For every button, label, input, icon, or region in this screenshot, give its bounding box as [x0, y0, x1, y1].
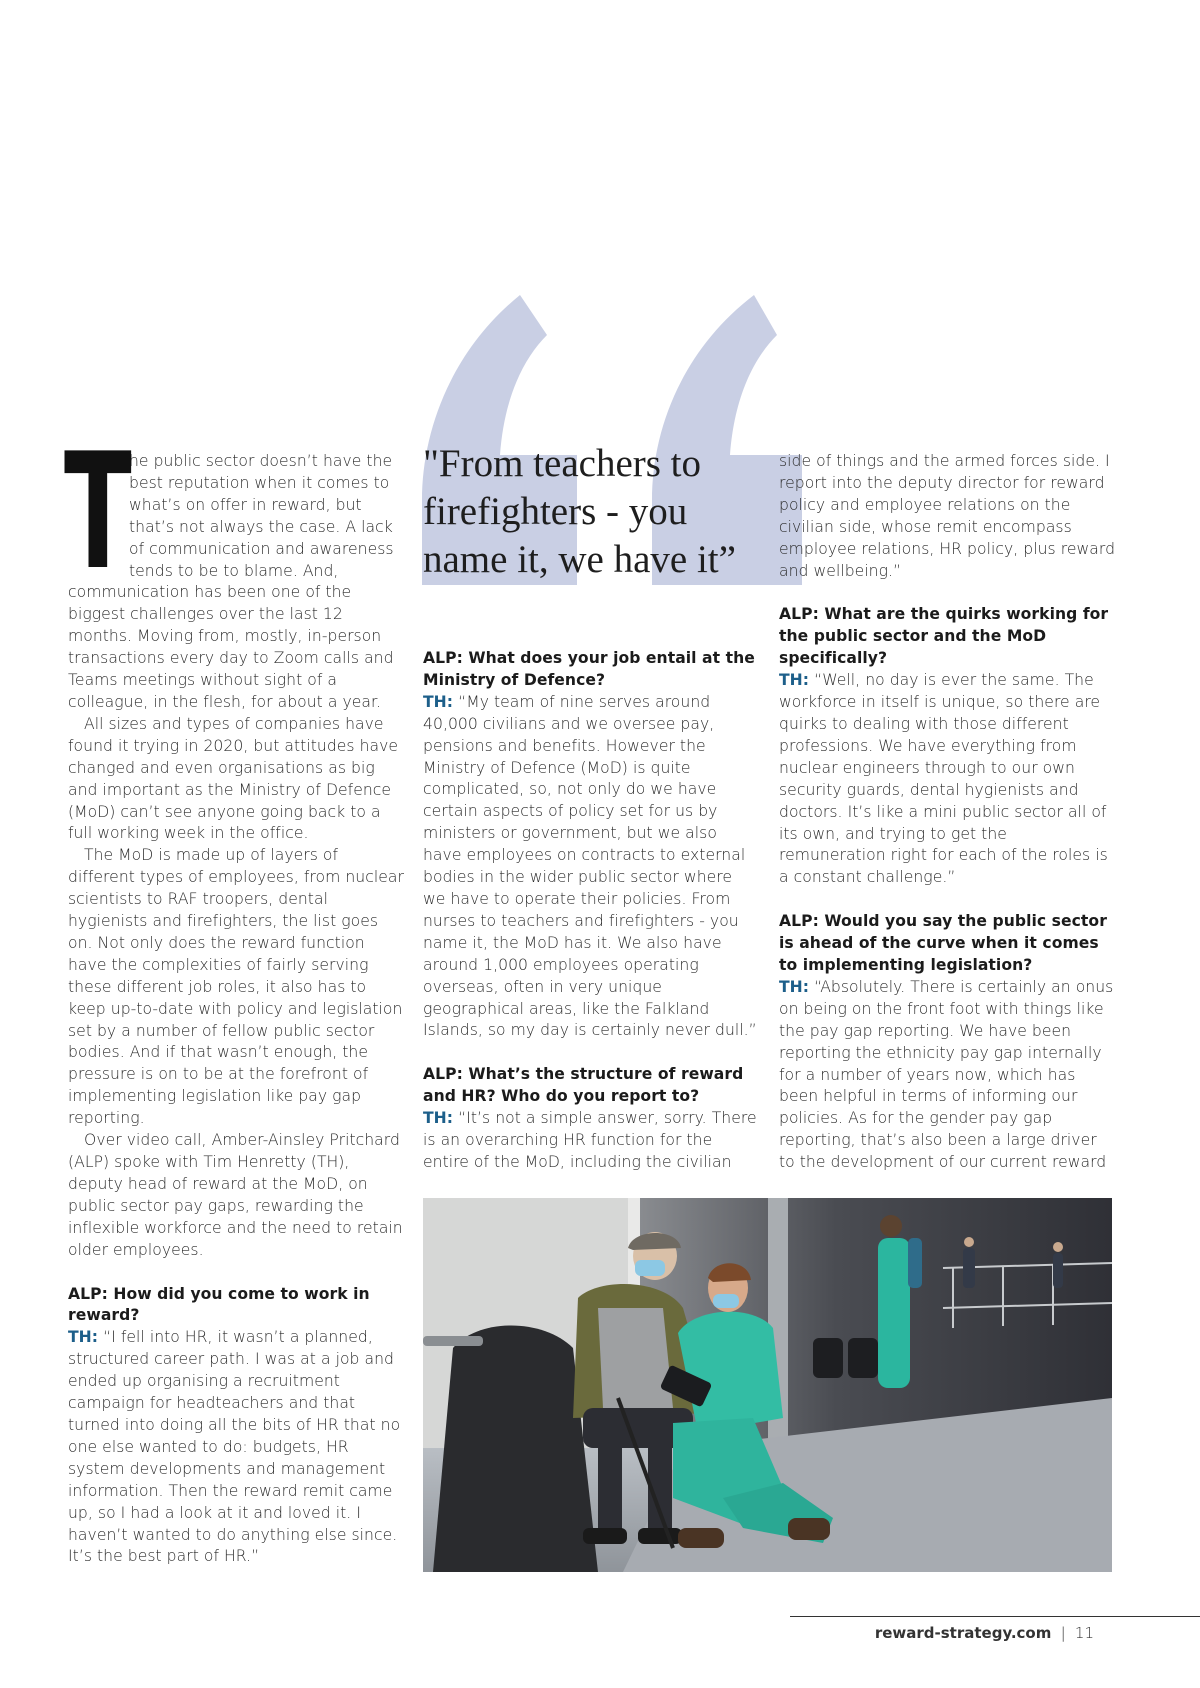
- article-column-1: [64, 418, 405, 1568]
- interview-question: ALP: What’s the structure of reward and HR? Who do you report to?: [423, 1065, 744, 1106]
- body-paragraph: All sizes and types of companies have found it trying in 2020, but attitudes have changed and even organisations as big and important as the Ministry of Defence (MoD) can’t see anyone going back to a full working week in the office.: [68, 714, 399, 843]
- page-number: 11: [1074, 1624, 1094, 1642]
- body-paragraph: The MoD is made up of layers of different types of employees, from nuclear scientists to RAF troopers, dental hygienists and firefighters, the list goes on. Not only does the reward function have the complexities of fairly serving these different job roles, it also has to keep up-to-date with policy and legislation set by a number of fellow public sector bodies. And if that wasn’t enough, the pressure is on to be at the forefront of implementing legislation like pay gap reporting.: [68, 846, 404, 1128]
- speaker-label: TH:: [779, 671, 810, 690]
- article-column-3: [779, 451, 1117, 1174]
- interview-question: ALP: How did you come to work in reward?: [68, 1284, 370, 1325]
- page-footer: [875, 1624, 1094, 1642]
- intro-paragraph: [64, 418, 405, 714]
- answer-text: “My team of nine serves around 40,000 civilians and we oversee pay, pensions and benefits. However the Ministry of Defence (MoD) is quite complicated, so, not only do we have certain aspects of policy set for us by ministers or government, but we also have employees on contracts to external bodies in the wider public sector where we have to operate their policies. From nurses to teachers and firefighters - you name it, the MoD has it. We also have around 1,000 employees operating overseas, often in very unique geographical areas, like the Falkland Islands, so my day is certainly never dull.”: [423, 692, 757, 1040]
- answer-text: “It’s not a simple answer, sorry. There is an overarching HR function for the entire of the MoD, including the civilian: [423, 1109, 757, 1171]
- answer-text: “Well, no day is ever the same. The workforce in itself is unique, so there are quirks to dealing with those different professions. We have everything from nuclear engineers through to our own security guards, dental hygienists and doctors. It’s like a mini public sector all of its own, and trying to get the remuneration right for each of the roles is a constant challenge.”: [779, 671, 1108, 887]
- interview-answer: [423, 692, 759, 1043]
- interview-answer: [68, 1327, 405, 1568]
- body-paragraph: Over video call, Amber-Ainsley Pritchard (ALP) spoke with Tim Henretty (TH), deputy head of reward at the MoD, on public sector pay gaps, rewarding the inflexible workforce and the need to retain older employees.: [68, 1131, 403, 1259]
- answer-text: “I fell into HR, it wasn’t a planned, structured career path. I was at a job and ended up organising a recruitment campaign for headteachers and that turned into doing all the bits of HR that no one else wanted to do: budgets, HR system developments and management information. Then the reward remit came up, so I had a look at it and loved it. I haven’t wanted to do anything else since. It’s the best part of HR.”: [68, 1328, 401, 1566]
- answer-continuation: side of things and the armed forces side. I report into the deputy director for reward policy and employee relations on the civilian side, whose remit encompass employee relations, HR policy, plus reward and wellbeing.”: [779, 452, 1116, 580]
- article-photo: [423, 1198, 1112, 1572]
- footer-site: reward-strategy.com: [874, 1624, 1052, 1642]
- interview-question: ALP: Would you say the public sector is ahead of the curve when it comes to implementing legislation?: [779, 912, 1107, 975]
- interview-answer: [423, 1108, 759, 1174]
- speaker-label: TH:: [423, 692, 454, 711]
- interview-answer: [779, 977, 1117, 1174]
- article-column-2: [423, 648, 759, 1174]
- speaker-label: TH:: [68, 1328, 99, 1347]
- interview-question: ALP: What does your job entail at the Ministry of Defence?: [423, 649, 755, 689]
- footer-separator: |: [1060, 1624, 1066, 1642]
- drop-cap: T: [64, 418, 132, 605]
- interview-answer: [779, 670, 1117, 889]
- interview-question: ALP: What are the quirks working for the public sector and the MoD specifically?: [779, 605, 1109, 668]
- speaker-label: TH:: [779, 977, 810, 996]
- speaker-label: TH:: [423, 1109, 454, 1128]
- answer-text: “Absolutely. There is certainly an onus on being on the front foot with things like the pay gap reporting. We have been reporting the ethnicity pay gap internally for a number of years now, which has been helpful in terms of informing our policies. As for the gender pay gap reporting, that’s also been a large driver to the development of our current reward: [779, 977, 1114, 1172]
- pull-quote: "From teachers to firefighters - you name it, we have it”: [423, 442, 736, 581]
- intro-text: he public sector doesn’t have the best reputation when it comes to what’s on offer in reward, but that’s not always the case. A lack of communication and awareness tends to be to blame. And, communication has been one of the biggest challenges over the last 12 months. Moving from, mostly, in-person transactions every day to Zoom calls and Teams meetings without sight of a colleague, in the flesh, for about a year.: [68, 452, 394, 711]
- footer-rule: [790, 1616, 1200, 1617]
